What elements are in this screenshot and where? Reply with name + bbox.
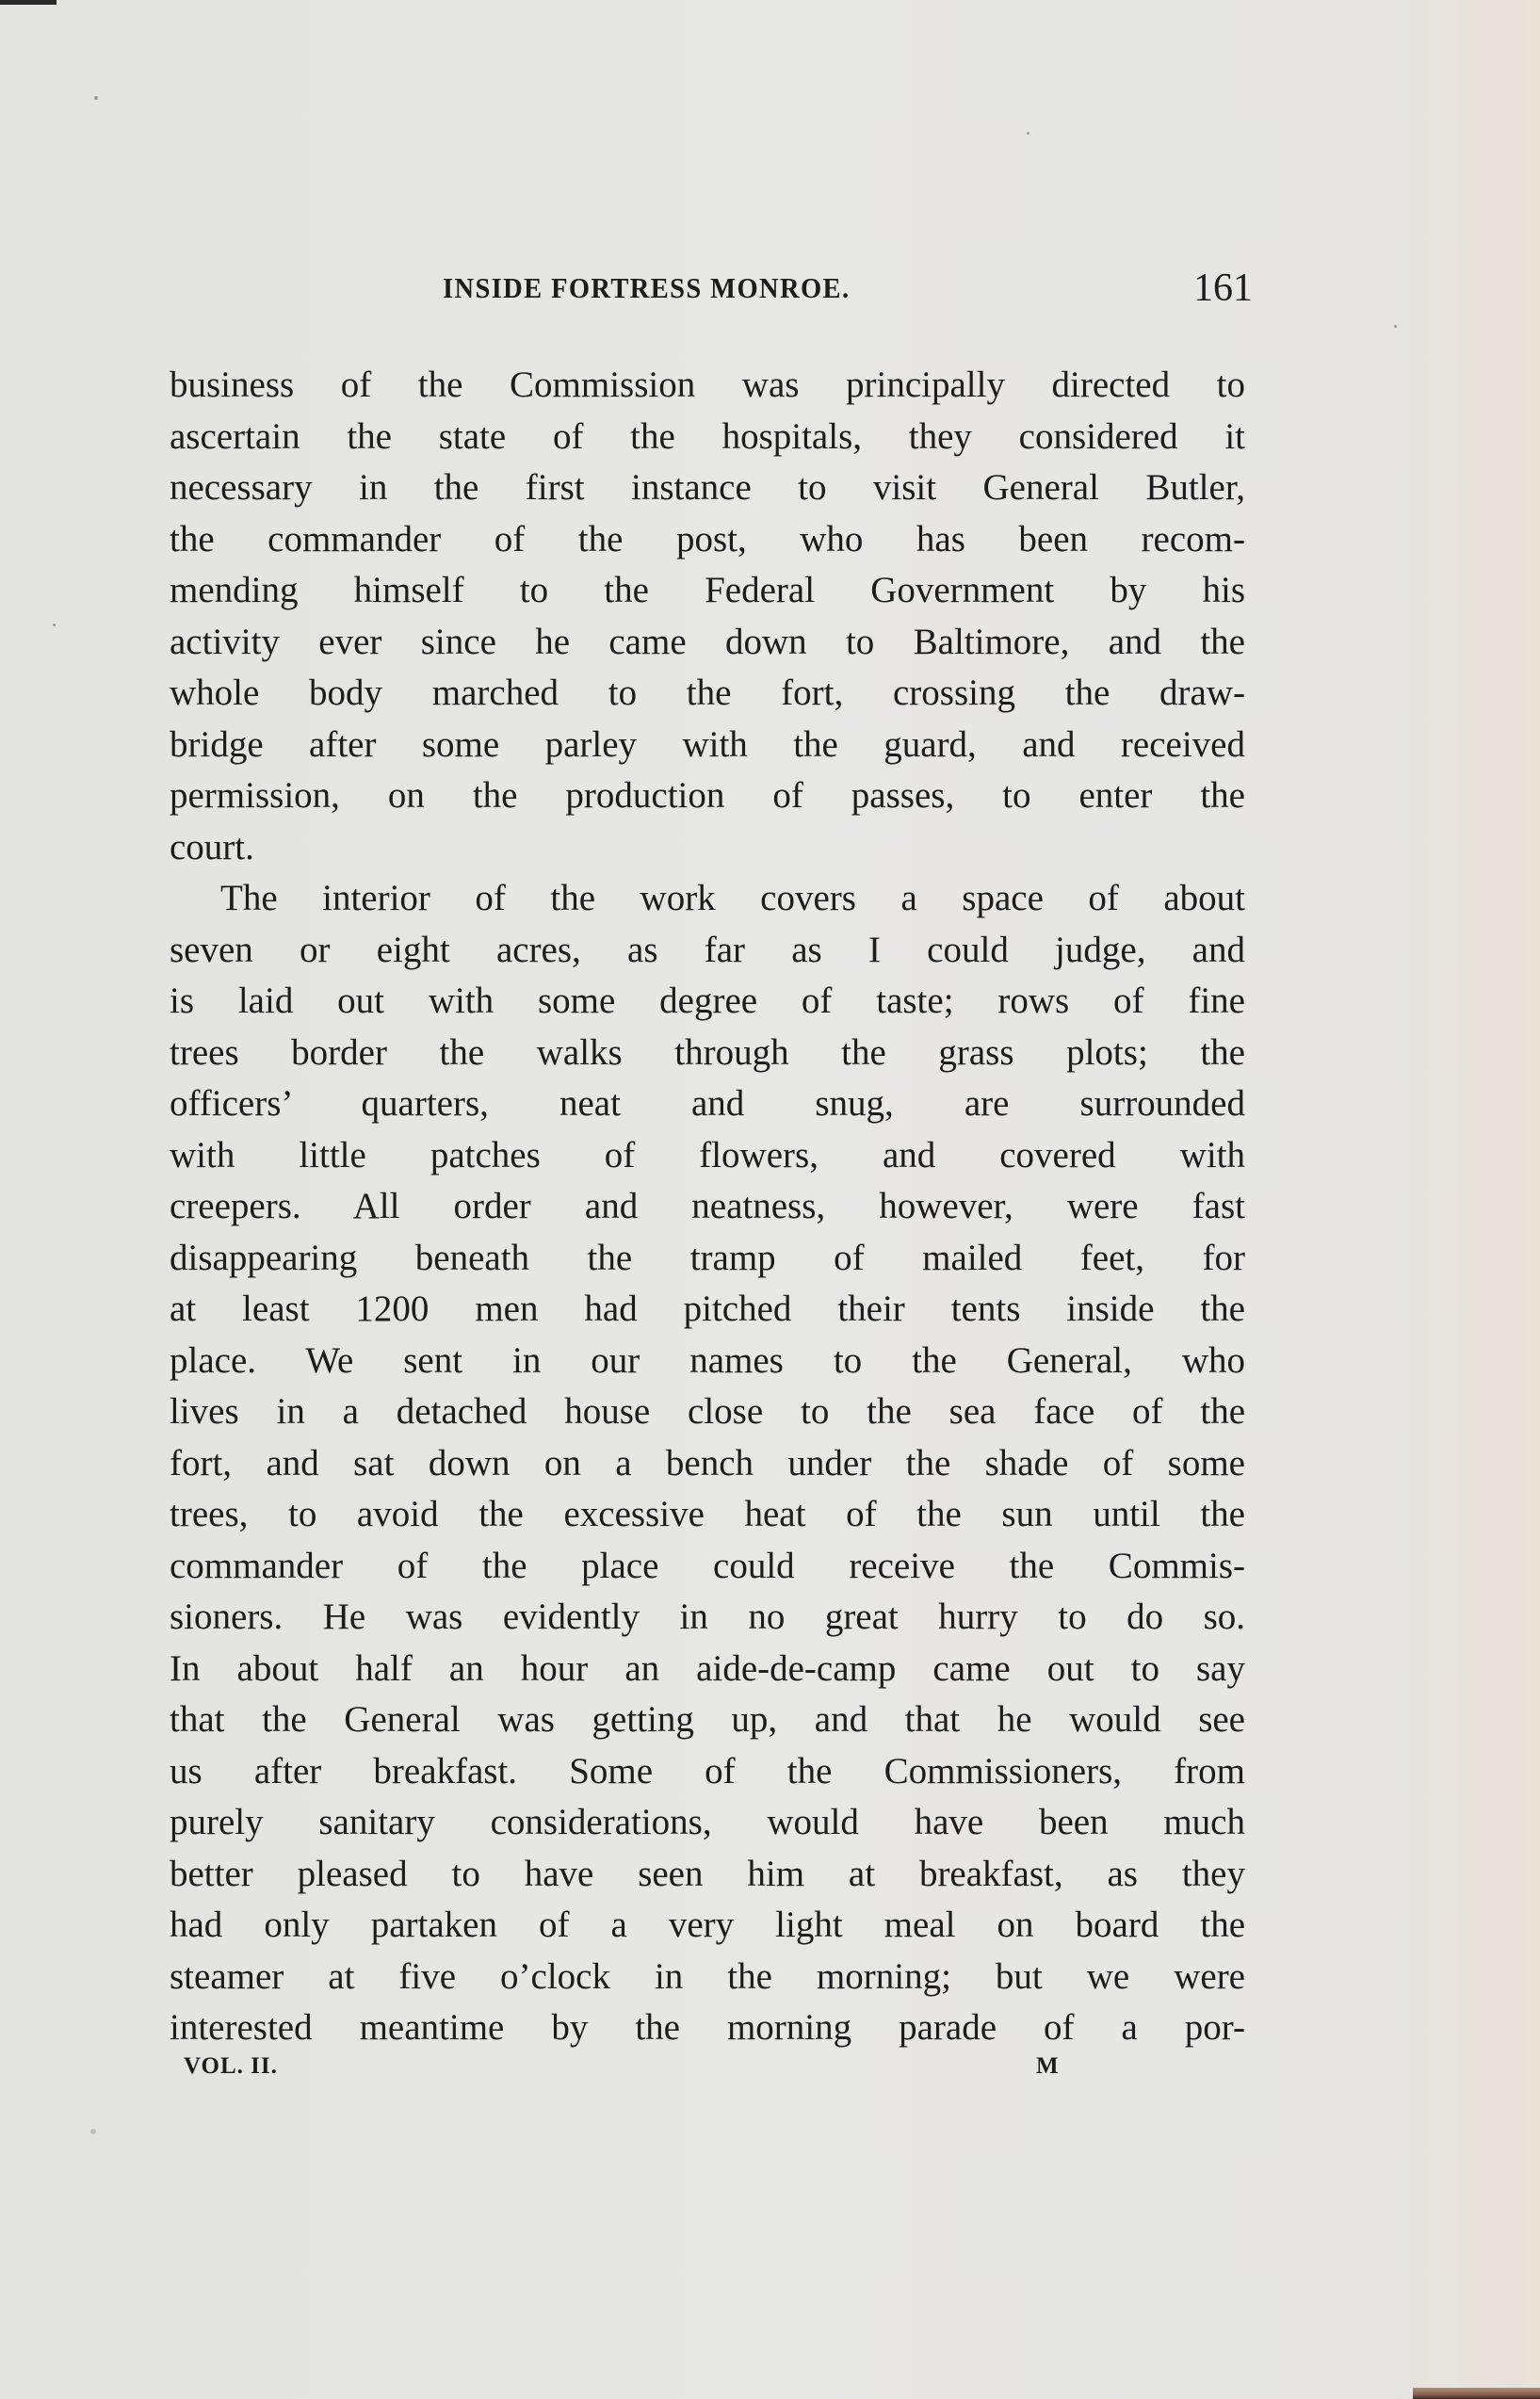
text-line: court. xyxy=(170,826,254,867)
text-line: ascertain the state of the hospitals, they considered it xyxy=(170,415,1245,457)
page-number: 161 xyxy=(1193,267,1253,310)
text-line: business of the Commission was principally directed to xyxy=(170,365,1245,405)
text-line: permission, on the production of passes, to enter the xyxy=(170,775,1245,816)
text-line: mending himself to the Federal Government by his xyxy=(170,570,1245,610)
text-line: is laid out with some degree of taste; rows of fine xyxy=(170,981,1245,1021)
text-line: sioners. He was evidently in no great hurry to do so. xyxy=(170,1597,1245,1637)
text-line: had only partaken of a very light meal on board the xyxy=(170,1905,1245,1945)
paper-speck xyxy=(90,2129,96,2134)
page-footer xyxy=(170,2053,1253,2091)
text-line: interested meantime by the morning parade of a por- xyxy=(170,2007,1245,2048)
text-line: bridge after some parley with the guard, and received xyxy=(170,723,1245,765)
text-line: trees, to avoid the excessive heat of the sun until the xyxy=(170,1494,1245,1534)
text-line: trees border the walks through the grass plots; the xyxy=(170,1031,1245,1073)
text-line: seven or eight acres, as far as I could judge, and xyxy=(170,929,1245,970)
paper-speck xyxy=(1394,325,1397,328)
page-edge-binding xyxy=(1413,2388,1540,2399)
text-line: us after breakfast. Some of the Commissioners, from xyxy=(170,1750,1245,1791)
text-line: activity ever since he came down to Baltimore, and the xyxy=(170,621,1245,662)
text-line: necessary in the first instance to visit General Butler, xyxy=(170,467,1245,508)
volume-label: VOL. II. xyxy=(184,2053,278,2079)
text-line: that the General was getting up, and that he would see xyxy=(170,1699,1245,1740)
text-line: steamer at five o’clock in the morning; but we were xyxy=(170,1955,1245,1997)
text-line: with little patches of flowers, and covered with xyxy=(170,1134,1245,1175)
paper-speck xyxy=(1027,132,1029,135)
text-line: officers’ quarters, neat and snug, are surrounded xyxy=(170,1083,1245,1124)
signature-mark: M xyxy=(1036,2053,1060,2079)
text-line: fort, and sat down on a bench under the shade of some xyxy=(170,1442,1245,1483)
text-line: place. We sent in our names to the General, who xyxy=(170,1339,1245,1381)
text-line: lives in a detached house close to the sea face of the xyxy=(170,1391,1245,1432)
paragraph-start-line: The interior of the work covers a space of about xyxy=(220,878,1245,918)
text-line: In about half an hour an aide-de-camp came out to say xyxy=(170,1647,1245,1689)
text-line: commander of the place could receive the Commis- xyxy=(170,1545,1245,1586)
text-line: purely sanitary considerations, would have been much xyxy=(170,1802,1245,1842)
text-line: whole body marched to the fort, crossing the draw- xyxy=(170,673,1245,713)
page-edge-shadow xyxy=(0,0,57,5)
text-line: disappearing beneath the tramp of mailed feet, for xyxy=(170,1237,1245,1278)
text-line: at least 1200 men had pitched their tents inside the xyxy=(170,1289,1245,1329)
text-line: better pleased to have seen him at breakfast, as they xyxy=(170,1853,1245,1894)
paper-speck xyxy=(94,96,98,100)
running-title: INSIDE FORTRESS MONROE. xyxy=(443,271,851,304)
paper-speck xyxy=(53,624,56,626)
body-text xyxy=(170,360,1245,2054)
text-line: the commander of the post, who has been recom- xyxy=(170,518,1245,559)
text-line: creepers. All order and neatness, however, were fast xyxy=(170,1186,1245,1226)
running-head xyxy=(170,267,1253,318)
